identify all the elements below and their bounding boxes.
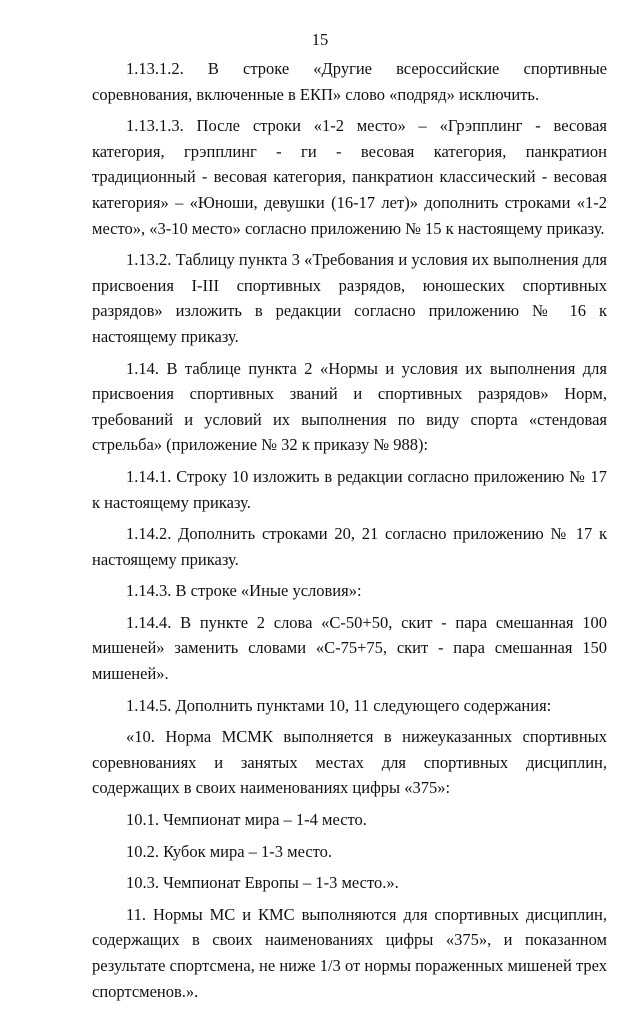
paragraph-point-10-2: 10.2. Кубок мира – 1-3 место. <box>126 841 333 861</box>
paragraph-point-10-3: 10.3. Чемпионат Европы – 1-3 место.». <box>126 873 399 893</box>
paragraph-1-13-2: 1.13.2. Таблицу пункта 3 «Требования и условия их выполнения для присвоения I-III спортивных разрядов, юношеских спортивных разрядов» изложить в редакции согласно приложению № 16 к настоящему приказу. <box>92 250 607 346</box>
page-number: 15 <box>311 30 329 49</box>
paragraph-point-11: 11. Нормы МС и КМС выполняются для спортивных дисциплин, содержащих в своих наименованиях цифры «375», и показанном результате спортсмена, не ниже 1/3 от нормы пораженных мишеней трех спортсменов.». <box>92 904 607 1001</box>
paragraph-1-14-5: 1.14.5. Дополнить пунктами 10, 11 следующего содержания: <box>126 695 552 715</box>
paragraph-point-10-1: 10.1. Чемпионат мира – 1-4 место. <box>126 810 367 830</box>
paragraph-1-13-1-3: 1.13.1.3. После строки «1-2 место» – «Грэпплинг - весовая категория, грэпплинг - ги - весовая категория, панкратион традиционный - весовая категория, панкратион классический - весовая категория» – «Юноши, девушки (16-17 лет)» дополнить строками «1-2 место», «3-10 место» согласно приложению № 15 к настоящему приказу. <box>92 116 607 238</box>
paragraph-1-14: 1.14. В таблице пункта 2 «Нормы и условия их выполнения для присвоения спортивных званий и спортивных разрядов» Норм, требований и условий их выполнения по виду спорта «стендовая стрельба» (приложение № 32 к приказу № 988): <box>92 358 607 455</box>
paragraph-1-13-1-2: 1.13.1.2. В строке «Другие всероссийские спортивные соревнования, включенные в ЕКП» слово «подряд» исключить. <box>92 59 607 104</box>
document-body <box>92 56 607 1010</box>
paragraph-1-14-2: 1.14.2. Дополнить строками 20, 21 согласно приложению № 17 к настоящему приказу. <box>92 524 607 569</box>
paragraph-1-14-3: 1.14.3. В строке «Иные условия»: <box>126 581 362 601</box>
paragraph-point-10: «10. Норма МСМК выполняется в нижеуказанных спортивных соревнованиях и занятых местах для спортивных дисциплин, содержащих в своих наименованиях цифры «375»: <box>92 727 607 798</box>
paragraph-1-14-4: 1.14.4. В пункте 2 слова «С-50+50, скит - пара смешанная 100 мишеней» заменить словами «С-75+75, скит - пара смешанная 150 мишеней». <box>92 612 607 684</box>
paragraph-1-14-1: 1.14.1. Строку 10 изложить в редакции согласно приложению № 17 к настоящему приказу. <box>92 466 607 512</box>
